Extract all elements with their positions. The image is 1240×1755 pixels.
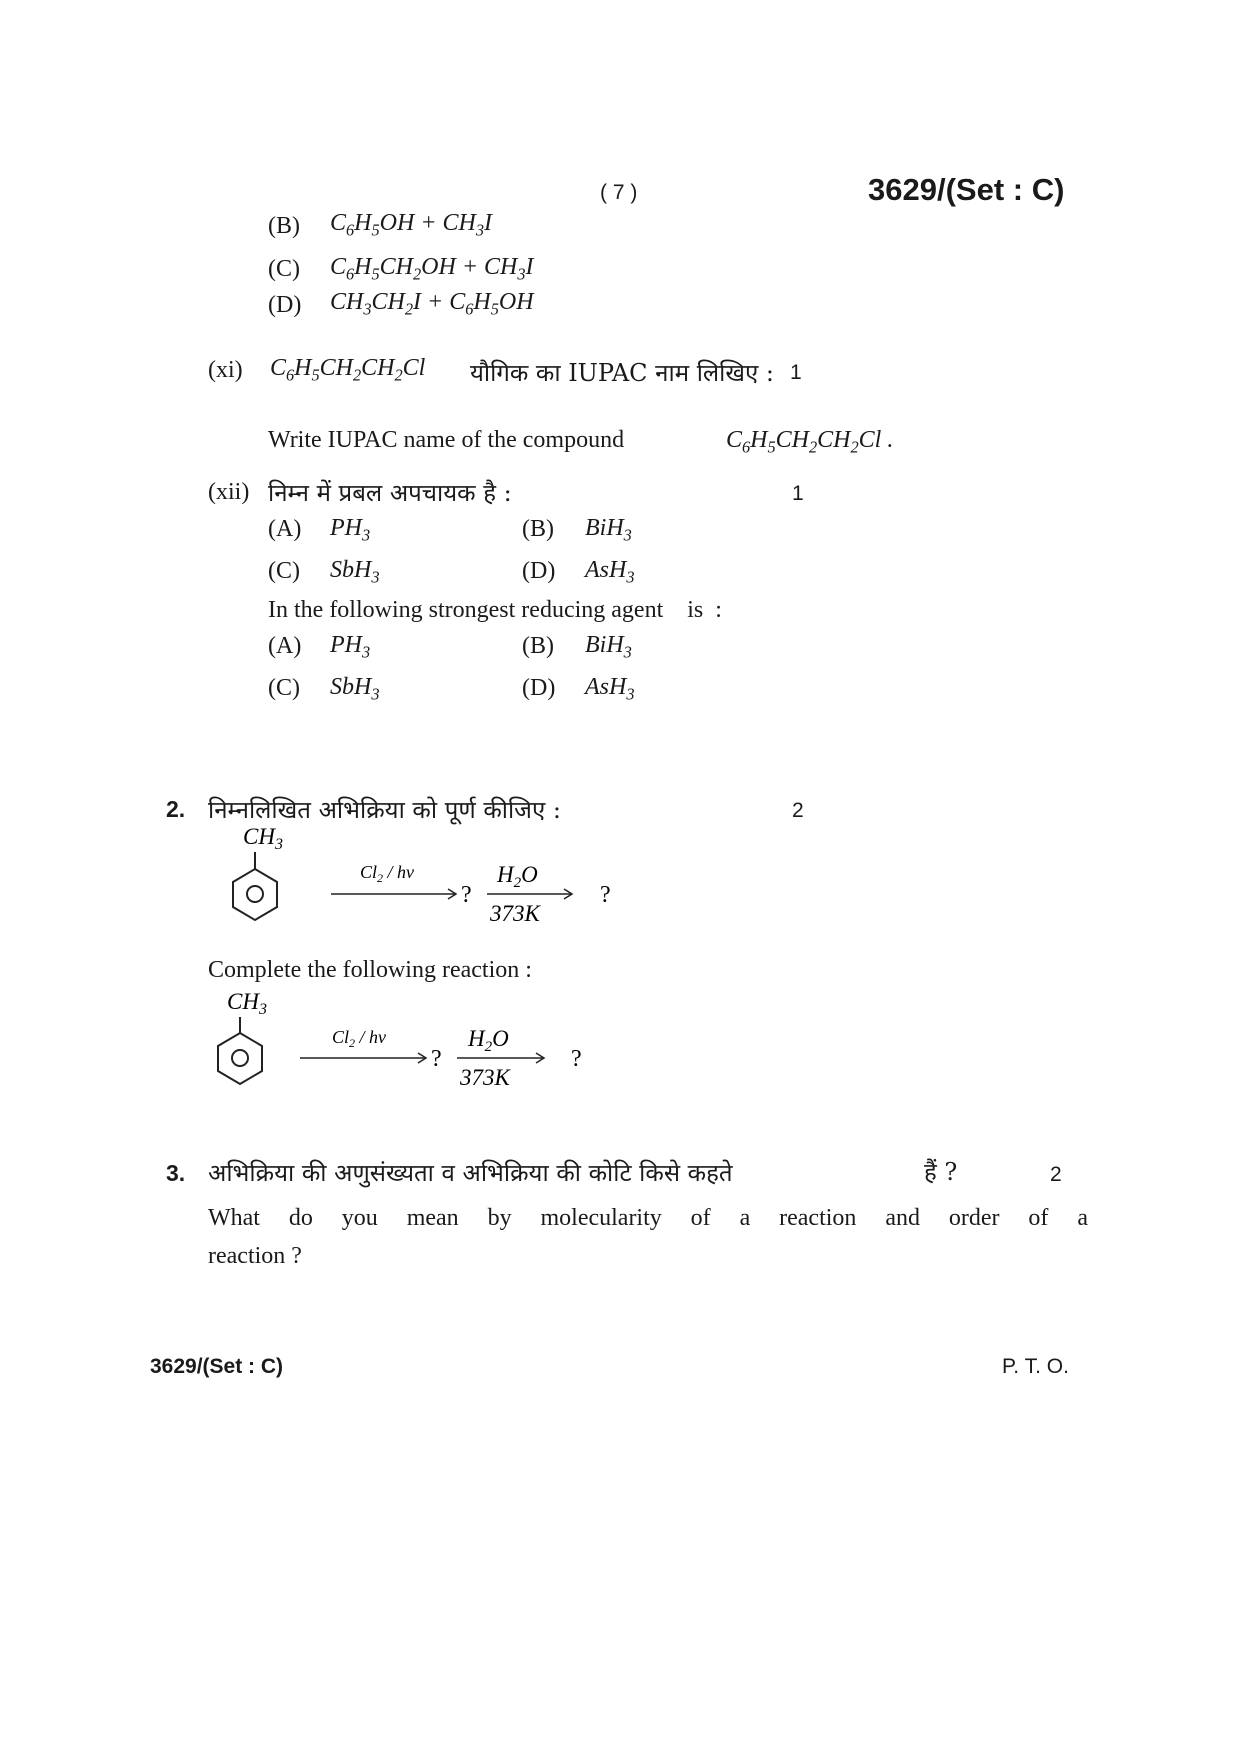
option-formula: $C_6H_5OH + CH_3I$ bbox=[330, 210, 493, 240]
option-value: $PH_3$ bbox=[330, 632, 371, 662]
marks: 1 bbox=[792, 482, 804, 505]
svg-text:?: ? bbox=[431, 1046, 442, 1072]
option-formula: $CH_3CH_2I + C_6H_5OH$ bbox=[330, 289, 534, 319]
svg-text:373K: 373K bbox=[490, 901, 540, 926]
paper-code-header: 3629/(Set : C) bbox=[868, 172, 1065, 207]
question-number: (xi) bbox=[208, 357, 243, 383]
option-formula: $C_6H_5CH_2OH + CH_3I$ bbox=[330, 254, 534, 284]
option-value: AsH$_3$ bbox=[585, 557, 635, 587]
option-value: BiH$_3$ bbox=[585, 632, 632, 662]
marks: 2 bbox=[792, 799, 804, 822]
svg-text:Cl2 / hν: $Cl_2$ / hν bbox=[360, 862, 415, 885]
option-label: (D) bbox=[522, 558, 556, 584]
option-label: (B) bbox=[522, 633, 554, 659]
option-label: (C) bbox=[268, 675, 300, 701]
option-label: (C) bbox=[268, 558, 300, 584]
benzene-ring-icon bbox=[233, 869, 277, 920]
reaction-scheme bbox=[215, 822, 635, 932]
marks: 1 bbox=[790, 361, 802, 384]
svg-text:CH3: $CH_3$ bbox=[227, 989, 267, 1018]
page-number: ( 7 ) bbox=[600, 181, 638, 204]
question-text-hindi-tail: हैं ? bbox=[924, 1158, 958, 1186]
question-text-english: What do you mean by molecularity of a reaction and order of a bbox=[208, 1205, 1088, 1231]
option-label: (A) bbox=[268, 516, 302, 542]
question-text-hindi: निम्न में प्रबल अपचायक है : bbox=[268, 479, 512, 507]
option-value: SbH$_3$ bbox=[330, 557, 380, 587]
reaction-scheme bbox=[185, 987, 605, 1097]
option-label: (A) bbox=[268, 633, 302, 659]
option-label: (D) bbox=[522, 675, 556, 701]
question-text-hindi: निम्नलिखित अभिक्रिया को पूर्ण कीजिए : bbox=[208, 796, 561, 824]
question-number: 3. bbox=[166, 1160, 186, 1186]
compound-formula: $C_6H_5CH_2CH_2Cl$ . bbox=[726, 427, 894, 457]
question-text-english: Write IUPAC name of the compound bbox=[268, 427, 625, 453]
svg-text:?: ? bbox=[461, 882, 472, 908]
question-text-english: Complete the following reaction : bbox=[208, 957, 532, 983]
compound-formula: $C_6H_5CH_2CH_2Cl$ bbox=[270, 355, 426, 385]
svg-text:?: ? bbox=[571, 1046, 582, 1072]
option-label: (B) bbox=[268, 213, 300, 239]
pto-marker: P. T. O. bbox=[1002, 1355, 1069, 1378]
option-value: BiH$_3$ bbox=[585, 515, 632, 545]
svg-text:H2O: $H_2O$ bbox=[468, 1026, 509, 1055]
option-value: $PH_3$ bbox=[330, 515, 371, 545]
option-label: (D) bbox=[268, 292, 302, 318]
svg-text:373K: 373K bbox=[460, 1065, 510, 1090]
option-label: (C) bbox=[268, 256, 300, 282]
svg-text:H2O: $H_2O$ bbox=[497, 862, 538, 891]
svg-text:CH3: $CH_3$ bbox=[243, 824, 283, 853]
option-value: SbH$_3$ bbox=[330, 674, 380, 704]
question-number: 2. bbox=[166, 796, 186, 822]
question-text-hindi: अभिक्रिया की अणुसंख्यता व अभिक्रिया की कोटि किसे कहते bbox=[208, 1159, 733, 1187]
question-text-hindi: यौगिक का IUPAC नाम लिखिए : bbox=[470, 359, 775, 387]
question-text-english-cont: reaction ? bbox=[208, 1243, 302, 1269]
benzene-ring-icon bbox=[218, 1033, 262, 1084]
question-number: (xii) bbox=[208, 479, 250, 505]
question-text-english: In the following strongest reducing agent is : bbox=[268, 597, 722, 623]
svg-text:?: ? bbox=[600, 882, 611, 908]
svg-text:Cl2 / hν: $Cl_2$ / hν bbox=[332, 1027, 387, 1050]
paper-code-footer: 3629/(Set : C) bbox=[150, 1355, 284, 1378]
option-label: (B) bbox=[522, 516, 554, 542]
option-value: AsH$_3$ bbox=[585, 674, 635, 704]
marks: 2 bbox=[1050, 1163, 1062, 1186]
